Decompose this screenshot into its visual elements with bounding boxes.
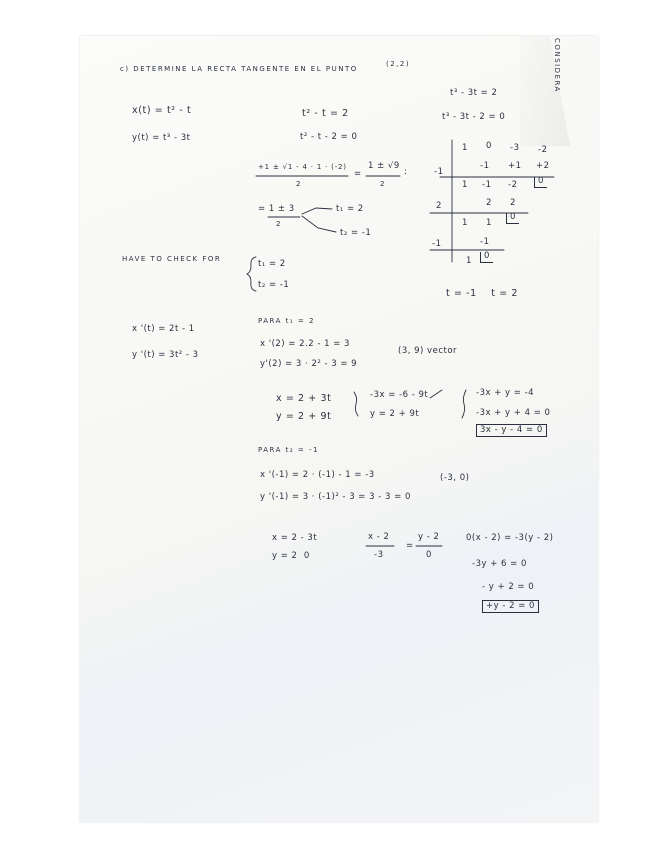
- ruffini-m2: 2: [436, 201, 442, 211]
- para2-xp: x '(-1) = 2 · (-1) - 1 = -3: [260, 470, 375, 480]
- ruffini-result: t = -1 t = 2: [446, 288, 519, 299]
- para1-vector: (3, 9) vector: [398, 346, 458, 356]
- ruffini-r3-c2: -1: [482, 180, 492, 190]
- para1-px: x = 2 + 3t: [276, 393, 332, 404]
- para1-r1: -3x + y = -4: [476, 388, 535, 398]
- side-note: CONSIDERA: [553, 38, 561, 93]
- eq-x-line2: t² - t - 2 = 0: [300, 132, 358, 142]
- ruffini-r4-c2: 2: [510, 198, 516, 208]
- ruffini-r3-c1: 1: [462, 180, 468, 190]
- para2-answer: +y - 2 = 0: [482, 600, 539, 613]
- quad-den-2: 2: [380, 180, 386, 188]
- deriv-y: y '(t) = 3t² - 3: [132, 350, 199, 360]
- para1-r2: -3x + y + 4 = 0: [476, 408, 551, 418]
- para2-c1: 0(x - 2) = -3(y - 2): [466, 533, 554, 543]
- para2-py: y = 2 0: [272, 551, 310, 561]
- quad-colon: :: [404, 167, 408, 177]
- para2-label: PARA t₂ = -1: [258, 446, 320, 454]
- branch-arrow-t2: [302, 216, 336, 232]
- branch-arrow-t1: [302, 208, 332, 214]
- para2-frac-left-num: x - 2: [368, 532, 390, 542]
- para1-s1: -3x = -6 - 9t: [370, 390, 429, 400]
- strike-9t: [430, 390, 442, 398]
- have-to-check-note: HAVE TO CHECK FOR: [122, 255, 222, 263]
- ruffini-m3: -1: [432, 239, 442, 249]
- para1-label: PARA t₁ = 2: [258, 317, 315, 325]
- para2-c3: - y + 2 = 0: [482, 582, 535, 592]
- ruffini-m1: -1: [434, 167, 444, 177]
- ruffini-r5-c3: 0: [506, 213, 519, 224]
- roots-lhs-den: 2: [276, 220, 282, 228]
- quad-formula: +1 ± √1 - 4 · 1 · (-2): [258, 163, 347, 171]
- quad-eq: =: [354, 169, 362, 179]
- deriv-x: x '(t) = 2t - 1: [132, 324, 195, 334]
- para2-px: x = 2 - 3t: [272, 533, 318, 543]
- problem-title: c) DETERMINE LA RECTA TANGENTE EN EL PUNTO: [120, 65, 358, 73]
- para1-s2: y = 2 + 9t: [370, 409, 420, 419]
- para2-frac-left-den: -3: [374, 550, 384, 560]
- param-y: y(t) = t³ - 3t: [132, 133, 191, 143]
- para2-frac-right-den: 0: [426, 550, 432, 560]
- ruffini-r2-c1: -1: [480, 161, 490, 171]
- ruffini-r2-c3: +2: [536, 161, 550, 171]
- ruffini-r3-c3: -2: [508, 180, 518, 190]
- para1-yp: y'(2) = 3 · 2² - 3 = 9: [260, 359, 358, 369]
- check-t2: t₂ = -1: [258, 280, 290, 290]
- eq-y-line1: t³ - 3t = 2: [450, 88, 498, 98]
- para1-answer: 3x - y - 4 = 0: [476, 424, 547, 437]
- ruffini-r5-c2: 1: [486, 218, 492, 228]
- ruffini-r5-c1: 1: [462, 218, 468, 228]
- ruffini-r7-c2: 0: [480, 252, 493, 263]
- para2-yp: y '(-1) = 3 · (-1)² - 3 = 3 - 3 = 0: [260, 492, 411, 502]
- ruffini-r1-c2: 0: [486, 141, 492, 151]
- para2-c2: -3y + 6 = 0: [472, 559, 527, 569]
- ruffini-r1-c4: -2: [538, 145, 548, 155]
- ruffini-r4-c1: 2: [486, 198, 492, 208]
- para1-xp: x '(2) = 2.2 - 1 = 3: [260, 339, 350, 349]
- root-t1: t₁ = 2: [336, 204, 364, 214]
- ruffini-r7-c1: 1: [466, 256, 472, 266]
- eq-y-line2: t³ - 3t - 2 = 0: [442, 112, 506, 122]
- quad-den: 2: [296, 180, 302, 188]
- eq-x-line1: t² - t = 2: [302, 108, 349, 119]
- ruffini-r1-c1: 1: [462, 143, 468, 153]
- ruffini-r3-c4: 0: [534, 177, 547, 188]
- para2-frac-right-num: y - 2: [418, 532, 440, 542]
- para2-frac-eq: =: [406, 541, 414, 551]
- para2-vector: (-3, 0): [440, 473, 470, 483]
- para1-brace-1: [354, 392, 358, 416]
- roots-lhs: = 1 ± 3: [258, 204, 295, 214]
- param-x: x(t) = t² - t: [132, 105, 192, 116]
- check-brace: [247, 257, 256, 291]
- root-t2: t₂ = -1: [340, 228, 372, 238]
- para1-brace-2: [462, 390, 466, 418]
- ruffini-r2-c2: +1: [508, 161, 522, 171]
- check-t1: t₁ = 2: [258, 259, 286, 269]
- quad-simplified: 1 ± √9: [368, 161, 400, 171]
- ruffini-r6-c1: -1: [480, 237, 490, 247]
- ruffini-r1-c3: -3: [510, 143, 520, 153]
- para1-py: y = 2 + 9t: [276, 411, 332, 422]
- problem-point: (2,2): [386, 60, 411, 68]
